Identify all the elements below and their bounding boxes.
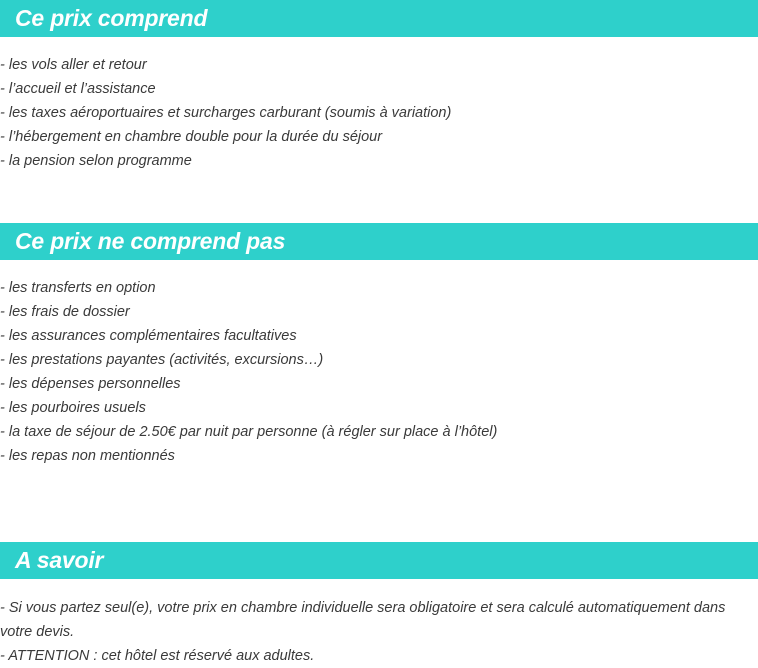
not-included-section-header [0,223,758,260]
not-included-item: - la taxe de séjour de 2.50€ par nuit par personne (à régler sur place à l’hôtel) [0,424,498,440]
good-to-know-section-title: A savoir [15,547,104,573]
good-to-know-item: - Si vous partez seul(e), votre prix en chambre individuelle sera obligatoire et sera calculé automatiquement dans votre devis. [0,600,726,640]
included-item: - l’hébergement en chambre double pour la durée du séjour [0,129,383,145]
included-section-header [0,0,758,37]
included-item: - les vols aller et retour [0,57,147,73]
included-section-title: Ce prix comprend [15,5,208,31]
not-included-list [0,276,758,468]
good-to-know-item: - ATTENTION : cet hôtel est réservé aux adultes. [0,648,315,664]
not-included-item: - les transferts en option [0,280,156,296]
not-included-section-title: Ce prix ne comprend pas [15,228,286,254]
not-included-item: - les repas non mentionnés [0,448,175,464]
included-item: - les taxes aéroportuaires et surcharges carburant (soumis à variation) [0,105,452,121]
not-included-item: - les pourboires usuels [0,400,146,416]
not-included-item: - les dépenses personnelles [0,376,181,392]
included-list [0,53,758,173]
good-to-know-list [0,596,758,668]
not-included-item: - les assurances complémentaires facultatives [0,328,297,344]
included-item: - la pension selon programme [0,153,192,169]
not-included-item: - les prestations payantes (activités, excursions…) [0,352,324,368]
not-included-item: - les frais de dossier [0,304,130,320]
good-to-know-section-header [0,542,758,579]
included-item: - l’accueil et l’assistance [0,81,156,97]
